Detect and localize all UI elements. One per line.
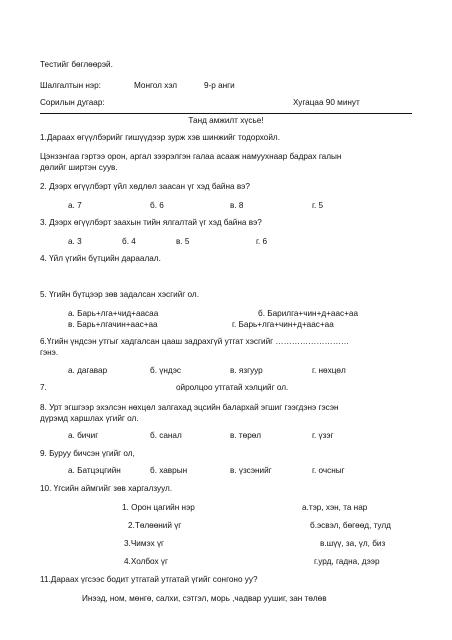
question-3-option-c[interactable]: в. 5 [176, 237, 190, 246]
question-10-title: 10. Үгсийн аймгийг зөв харгалзуул. [40, 484, 173, 493]
question-8-option-c[interactable]: в. төрөл [230, 431, 262, 440]
question-7-title: ойролцоо утгатай хэлцийг ол. [176, 383, 289, 392]
exam-duration: Хугацаа 90 минут [293, 98, 360, 107]
question-1-sentence-line2: дөлийг ширтэн суув. [40, 163, 118, 172]
match-right-item[interactable]: б.эсвэл, бөгөөд, тулд [310, 521, 391, 530]
question-1-title: 1.Дараах өгүүлбэрийг гишүүдээр зурж хэв шинжийг тодорхойл. [40, 133, 280, 142]
question-9-option-d[interactable]: г. очсныг [312, 466, 345, 475]
question-7-number: 7. [40, 383, 47, 392]
question-8-option-b[interactable]: б. санал [150, 431, 182, 440]
question-9-option-a[interactable]: а. Батцэцгийн [68, 466, 121, 475]
exam-name-label: Шалгалтын нэр: [40, 81, 101, 90]
question-1-sentence-line1: Цэнзэнгаа гэртээ орон, аргал зээрэлгэн галаа асааж намуухнаар бадрах галын [40, 152, 342, 161]
question-8-option-d[interactable]: г. үзэг [312, 431, 334, 440]
question-5-option-c[interactable]: в. Барь+лгачин+аас+аа [68, 320, 158, 329]
match-left-item[interactable]: 2.Төлөөний үг [128, 521, 182, 530]
match-left-item[interactable]: 4.Холбох үг [124, 557, 168, 566]
question-9-option-b[interactable]: б. хаврын [150, 466, 188, 475]
question-5-title: 5. Үгийн бүтцээр зөв задалсан хэсгийг ол. [40, 290, 199, 299]
exam-grade: 9-р анги [204, 81, 235, 90]
question-5-option-a[interactable]: а. Барь+лга+чид+аасаа [68, 309, 159, 318]
question-3-option-b[interactable]: б. 4 [122, 237, 136, 246]
header-divider [40, 113, 412, 114]
match-right-item[interactable]: а.тэр, хэн, та нар [302, 503, 368, 512]
match-right-item[interactable]: г.урд, гадна, дээр [314, 557, 380, 566]
variant-label: Сорилын дугаар: [40, 98, 105, 107]
question-6-option-a[interactable]: а. дагавар [68, 366, 108, 375]
question-8-title: 8. Урт эгшгээр эхэлсэн нөхцөл залгахад эцсийн балархай эгшиг гээгдэнэ гэсэн [40, 403, 339, 412]
question-6-option-d[interactable]: г. нөхцөл [312, 366, 346, 375]
question-8-option-a[interactable]: а. бичиг [68, 431, 99, 440]
question-11-title: 11.Дараах үгсээс бодит утгатай утгатай үгийг сонгоно уу? [40, 575, 258, 584]
question-6-title: 6.Үгийн үндсэн утгыг хадгалсан цааш задрахгүй утгат хэсгийг ……………………… [40, 337, 350, 346]
exam-subject: Монгол хэл [134, 81, 178, 90]
test-title: Тестийг бөглөөрэй. [40, 60, 113, 69]
question-6-title-line2: гэнэ. [40, 348, 59, 357]
question-8-title-line2: дүрэмд харшлах үгийг ол. [40, 414, 139, 423]
good-luck-text: Танд амжилт хүсье! [188, 116, 264, 125]
question-6-option-c[interactable]: в. язгуур [230, 366, 263, 375]
match-left-item[interactable]: 1. Орон цагийн нэр [122, 503, 195, 512]
question-5-option-d[interactable]: г. Барь+лга+чин+д+аас+аа [232, 320, 334, 329]
question-3-title: 3. Дээрх өгүүлбэрт заахын тийн ялгалтай үг хэд байна вэ? [40, 218, 262, 227]
match-left-item[interactable]: 3.Чимэх үг [124, 539, 165, 548]
question-9-option-c[interactable]: в. үзсэнийг [230, 466, 272, 475]
question-2-option-c[interactable]: в. 8 [230, 201, 244, 210]
question-3-option-a[interactable]: а. 3 [68, 237, 82, 246]
question-6-option-b[interactable]: б. үндэс [150, 366, 181, 375]
question-3-option-d[interactable]: г. 6 [256, 237, 268, 246]
question-2-option-d[interactable]: г. 5 [312, 201, 324, 210]
question-4-title: 4. Үйл үгийн бүтцийн дараалал. [40, 254, 161, 263]
question-5-option-b[interactable]: б. Барилга+чин+д+аас+аа [258, 309, 359, 318]
question-11-word-list: Инээд, ном, мөнгө, салхи, сэтгэл, морь ,чадвар уушиг, зан төлөв [82, 594, 327, 603]
question-2-title: 2. Дээрх өгүүлбэрт үйл хөдлөл заасан үг хэд байна вэ? [40, 182, 250, 191]
question-2-option-b[interactable]: б. 6 [150, 201, 164, 210]
question-9-title: 9. Буруу бичсэн үгийг ол, [40, 449, 135, 458]
question-2-option-a[interactable]: а. 7 [68, 201, 82, 210]
match-right-item[interactable]: в.шүү, за, үл, биз [320, 539, 386, 548]
